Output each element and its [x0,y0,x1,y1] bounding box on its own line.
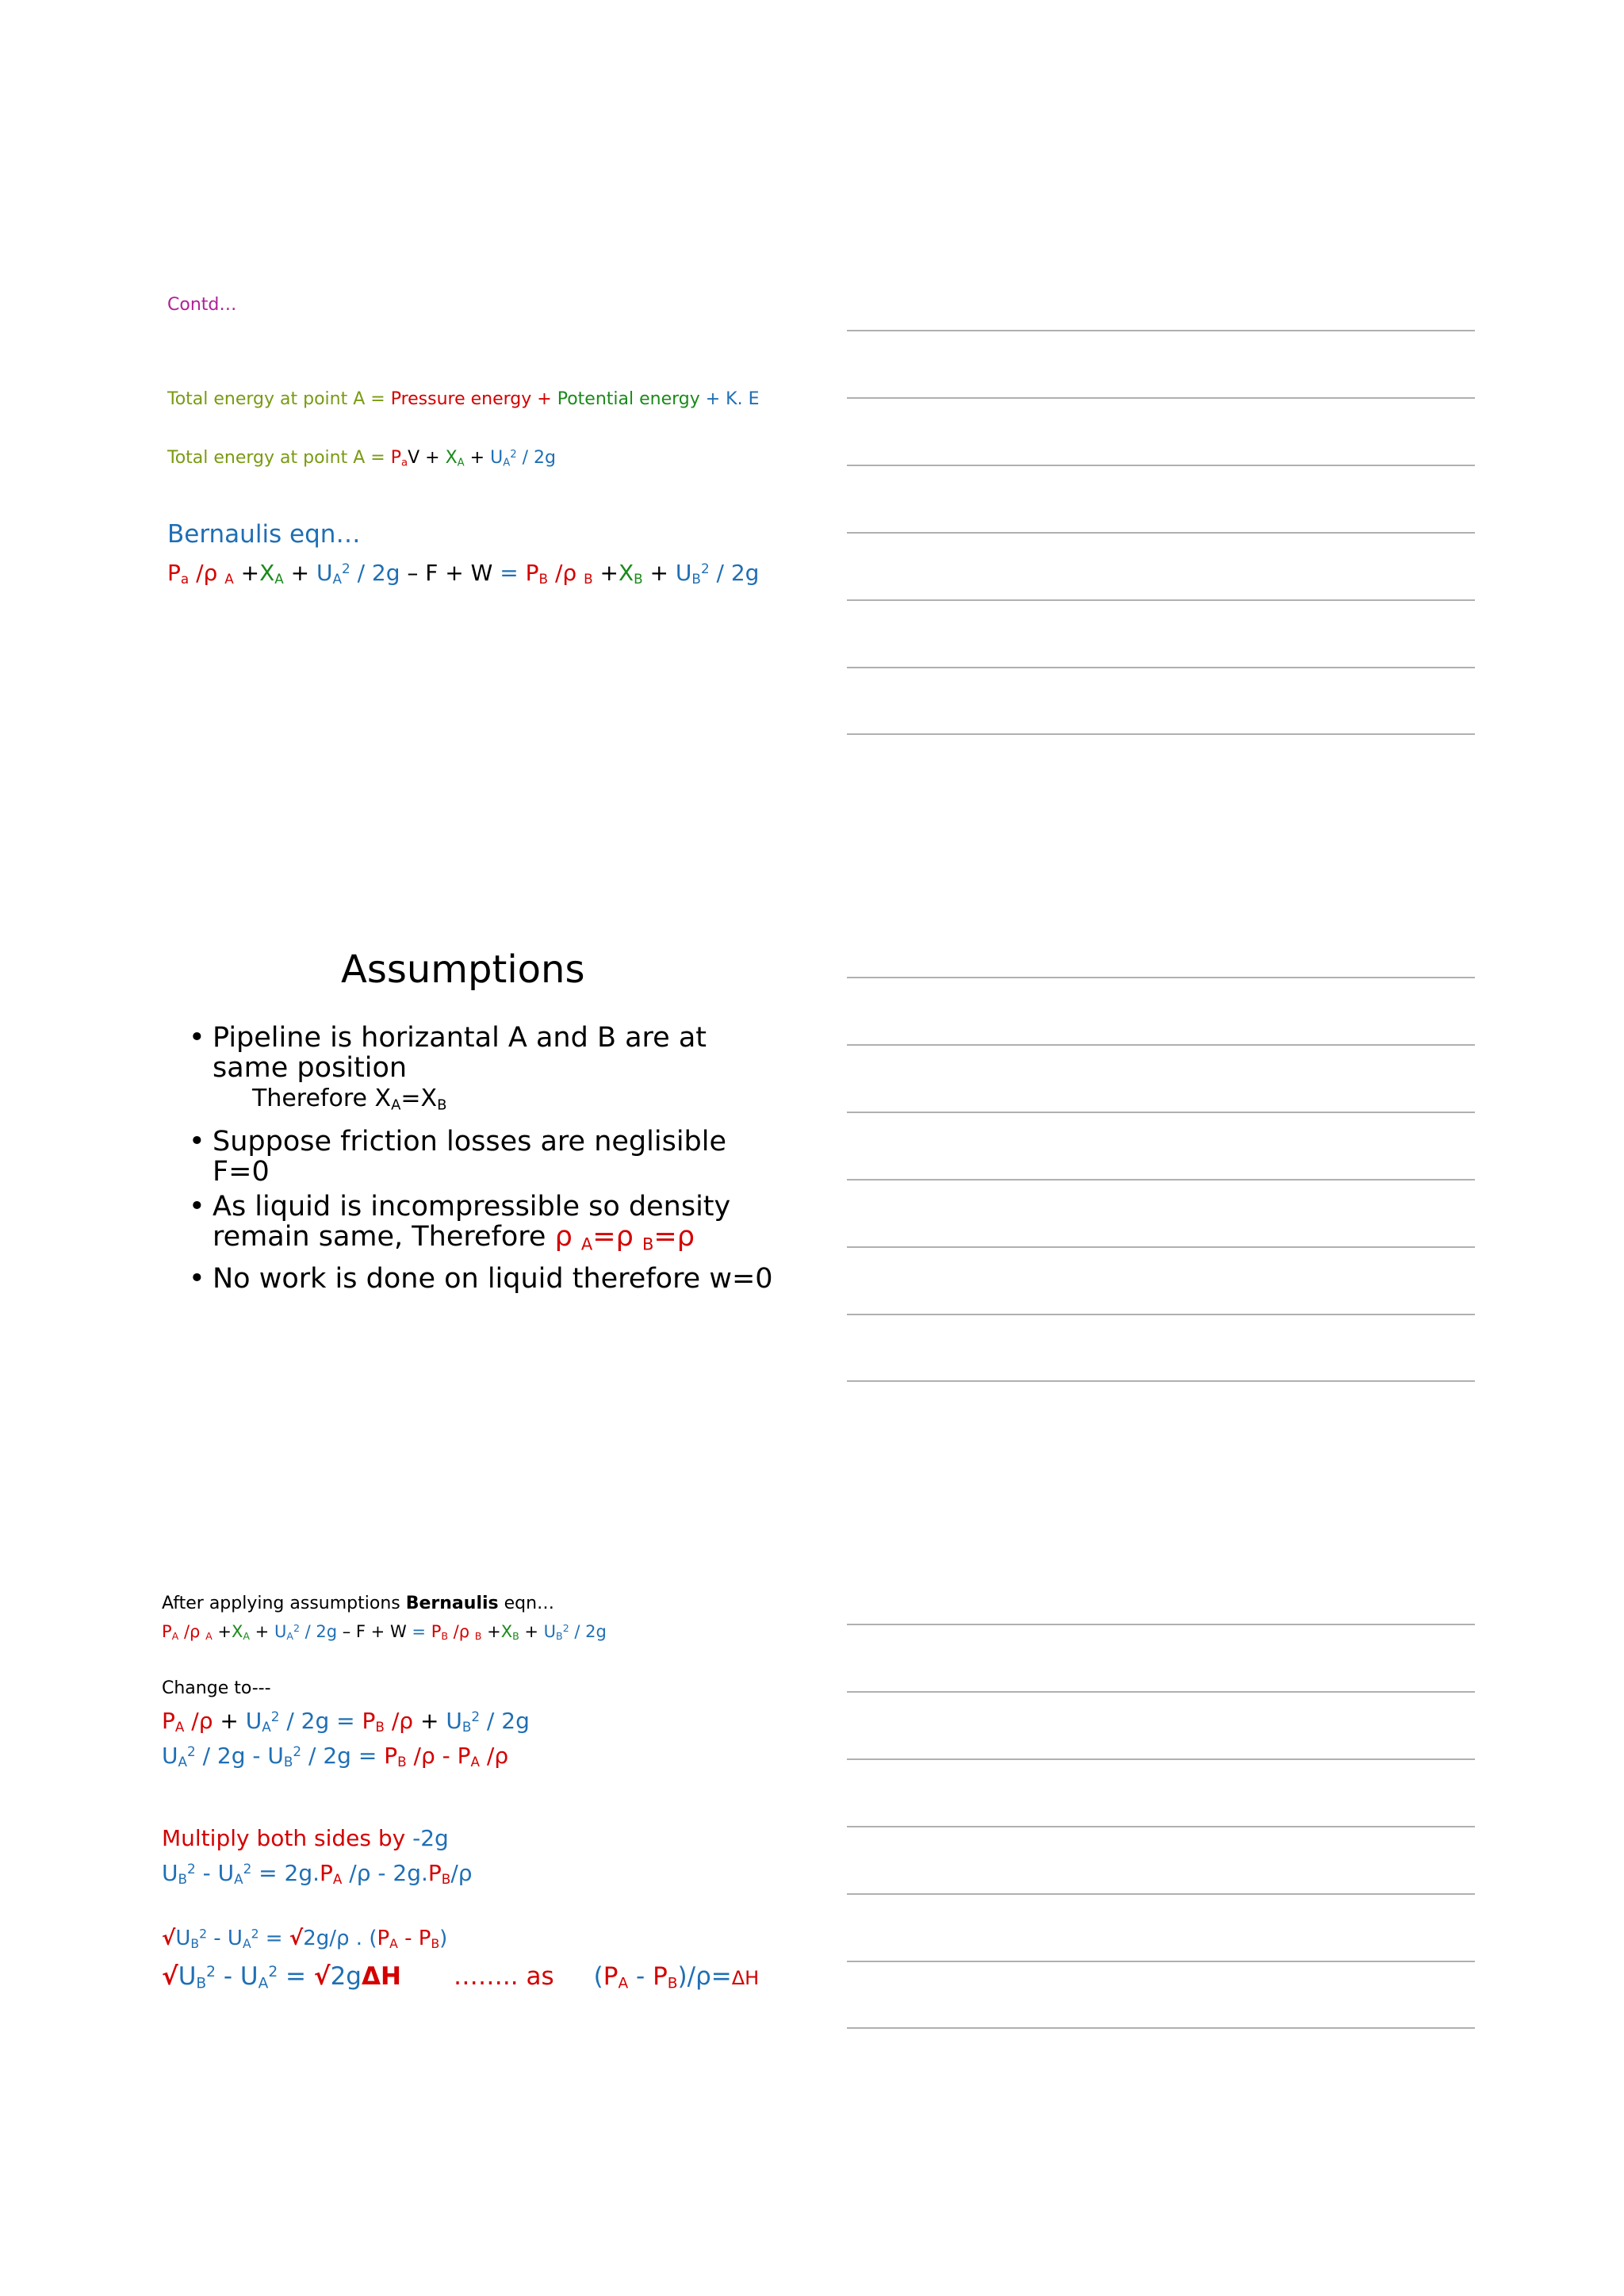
text: U [274,1622,287,1641]
text: + [283,560,316,586]
notes-line [847,1246,1475,1248]
notes-line [847,397,1475,399]
notes-line [847,1624,1475,1625]
text: -2g [412,1825,449,1851]
text: U [245,1708,262,1734]
text: + [212,1622,232,1641]
text: X [500,1622,513,1641]
superscript: 2 [562,1622,569,1635]
superscript: 2 [186,1743,196,1759]
text: P [377,1927,390,1950]
bernaulis-heading: Bernaulis eqn… [167,520,361,549]
subscript: B [474,1630,482,1643]
notes-line [847,1826,1475,1827]
superscript: 2 [243,1860,252,1877]
equation-6 [162,1962,759,1992]
text: After applying assumptions [162,1594,406,1613]
text: / 2g [279,1708,337,1734]
subscript: B [178,1871,188,1888]
text: - [397,1927,419,1950]
list-item [187,1127,774,1187]
text: U [543,1622,557,1641]
notes-line [847,1112,1475,1113]
text: …….. as [453,1962,554,1991]
multiply-line [162,1825,449,1851]
text: P [525,560,539,586]
subscript: A [242,1936,251,1951]
text: - [207,1927,228,1950]
text: / 2g [350,560,400,586]
subscript: A [262,1719,271,1735]
text: - [216,1962,240,1991]
text: / 2g [480,1708,530,1734]
text: = [500,560,526,586]
text: / 2g [299,1622,338,1641]
text: P [457,1743,471,1769]
superscript: 2 [471,1708,481,1724]
total-energy-line-1 [167,389,759,409]
sqrt-symbol: √ [313,1962,331,1991]
equation-4 [162,1860,473,1887]
assumptions-list [187,1023,774,1299]
text: U [178,1962,197,1991]
superscript: 2 [293,1743,302,1759]
text: / 2g - [195,1743,268,1769]
text: P [427,1860,442,1886]
text: U [239,1962,259,1991]
text: U [446,1708,462,1734]
text: + [464,448,491,468]
subscript: A [205,1630,213,1643]
subscript: B [667,1975,678,1992]
text: /ρ [450,1860,473,1886]
delta-h: ΔH [731,1967,760,1989]
subscript: A [171,1630,179,1643]
text: U [675,560,692,586]
text: U [227,1927,243,1950]
text: / 2g [709,560,760,586]
text: P [431,1622,442,1641]
text: /ρ [184,1708,213,1734]
text: + [233,560,260,586]
text: ρ [554,1220,581,1253]
notes-line [847,330,1475,331]
subscript: A [389,1936,398,1951]
list-item [187,1192,774,1259]
subscript: A [286,1630,293,1643]
text: P [162,1708,175,1734]
subscript: A [580,1234,593,1253]
text: /ρ [384,1708,414,1734]
equation-2 [162,1708,530,1735]
text: Multiply both sides by [162,1825,413,1851]
subscript: B [190,1936,200,1951]
subscript: a [400,457,408,469]
subscript: B [431,1936,440,1951]
subscript: B [642,1234,654,1253]
text: + [642,560,676,586]
notes-line [847,1961,1475,1962]
text: )/ρ= [677,1962,732,1991]
text: P [162,1622,172,1641]
bullet-text: No work is done on liquid therefore w=0 [213,1262,773,1295]
subscript: a [180,571,190,587]
contd-label: Contd… [167,295,237,315]
subscript: A [332,571,342,587]
text: 2g/ρ . ( [303,1927,377,1950]
superscript: 2 [293,1622,300,1635]
list-item [187,1264,774,1294]
text: P [653,1962,668,1991]
bernaulis-equation-small [162,1622,607,1642]
notes-line [847,599,1475,601]
text: + [519,1622,544,1641]
sqrt-symbol: √ [162,1962,178,1991]
superscript: 2 [510,448,517,461]
text: /ρ [480,1743,509,1769]
subscript: A [391,1096,401,1114]
text: P [418,1927,431,1950]
text: Total energy at point A = [167,389,391,409]
equation-5 [162,1927,447,1951]
bullet-text: Pipeline is horizantal A and B are at same position [213,1022,707,1084]
subscript: A [332,1871,343,1888]
text: + [481,1622,501,1641]
text: =X [400,1085,438,1112]
text: = [336,1708,362,1734]
text: = 2g. [251,1860,320,1886]
subscript: B [283,1754,293,1770]
notes-line [847,465,1475,466]
text: =ρ [592,1220,642,1253]
subscript: A [274,571,284,587]
total-energy-line-2 [167,448,556,469]
text: U [162,1860,178,1886]
notes-line [847,1179,1475,1181]
subscript: A [224,571,234,587]
text: /ρ [178,1622,206,1641]
text: X [618,560,634,586]
text: =ρ [653,1220,695,1253]
text: /ρ [448,1622,475,1641]
text: Total energy at point A = [167,448,391,468]
subscript: B [375,1719,385,1735]
text: U [217,1860,235,1886]
text: = [412,1622,431,1641]
text: X [445,448,458,468]
text: U [267,1743,284,1769]
text: + [531,389,557,409]
notes-line [847,1893,1475,1895]
superscript: 2 [251,1927,259,1942]
subscript: B [634,571,643,587]
notes-line [847,667,1475,668]
bernaulis-equation [167,560,759,587]
text: P [603,1962,619,1991]
bullet-subline [213,1083,774,1122]
subscript: A [457,457,465,469]
subscript: B [397,1754,407,1770]
text: X [259,560,275,586]
text: – F + W [400,560,500,586]
notes-line [847,977,1475,978]
text: /ρ [189,560,225,586]
text: P [167,560,181,586]
notes-line [847,1380,1475,1382]
text: + [213,1708,246,1734]
notes-line [847,1758,1475,1760]
change-to-label: Change to--- [162,1678,271,1698]
subscript: A [258,1975,269,1992]
pressure-energy: Pressure energy [390,389,532,409]
text: U [490,448,504,468]
notes-line [847,1691,1475,1693]
superscript: 2 [199,1927,207,1942]
superscript: 2 [270,1708,280,1724]
subscript: B [556,1630,563,1643]
subscript: B [441,1871,451,1888]
text: + [249,1622,274,1641]
text: /ρ - 2g. [342,1860,428,1886]
notes-line [847,2027,1475,2029]
text: / 2g [569,1622,607,1641]
text: X [231,1622,243,1641]
text: = [259,1927,289,1950]
superscript: 2 [700,560,710,576]
text: – F + W [337,1622,412,1641]
text: + [592,560,619,586]
text: U [162,1743,178,1769]
subscript: B [584,571,593,587]
subscript: B [462,1719,472,1735]
text: V + [408,448,446,468]
superscript: 2 [268,1963,278,1980]
text: ) [439,1927,448,1950]
subscript: B [437,1096,447,1114]
intro-text [162,1594,554,1613]
notes-line [847,1314,1475,1315]
text: U [175,1927,191,1950]
text: P [390,448,401,468]
kinetic-energy: + K. E [699,389,760,409]
assumptions-title: Assumptions [341,947,585,992]
text: 2g [330,1962,362,1991]
text: /ρ - [406,1743,458,1769]
subscript: A [503,457,511,469]
sqrt-symbol: √ [289,1927,304,1950]
notes-line [847,1044,1475,1046]
subscript: A [174,1719,185,1735]
text: - [195,1860,218,1886]
bullet-text: Suppose friction losses are neglisible F=0 [213,1125,727,1188]
text: ( [593,1962,603,1991]
subscript: A [470,1754,480,1770]
notes-line [847,532,1475,534]
subscript: A [243,1630,250,1643]
subscript: A [234,1871,243,1888]
superscript: 2 [206,1963,216,1980]
text: P [384,1743,398,1769]
text: - [628,1962,653,1991]
subscript: A [178,1754,187,1770]
text: /ρ [548,560,584,586]
subscript: B [196,1975,207,1992]
sqrt-symbol: √ [162,1927,176,1950]
text: + [413,1708,446,1734]
text: P [362,1708,376,1734]
subscript: B [691,571,701,587]
subscript: A [618,1975,629,1992]
superscript: 2 [341,560,350,576]
text: U [316,560,333,586]
subscript: B [512,1630,519,1643]
list-item [187,1023,774,1122]
superscript: 2 [187,1860,196,1877]
notes-line [847,733,1475,735]
text: / 2g [516,448,556,468]
text: eqn… [498,1594,555,1613]
potential-energy: Potential energy [557,389,700,409]
text: / 2g = [301,1743,385,1769]
delta-h: ΔH [361,1962,401,1991]
text: = [278,1962,314,1991]
subscript: B [538,571,549,587]
bullet-text: As liquid is incompressible so density remain same, Therefore [213,1190,731,1253]
text: P [320,1860,333,1886]
equation-3 [162,1743,508,1770]
subscript: B [441,1630,448,1643]
text: Therefore X [252,1085,392,1112]
text-bold: Bernaulis [405,1594,499,1613]
